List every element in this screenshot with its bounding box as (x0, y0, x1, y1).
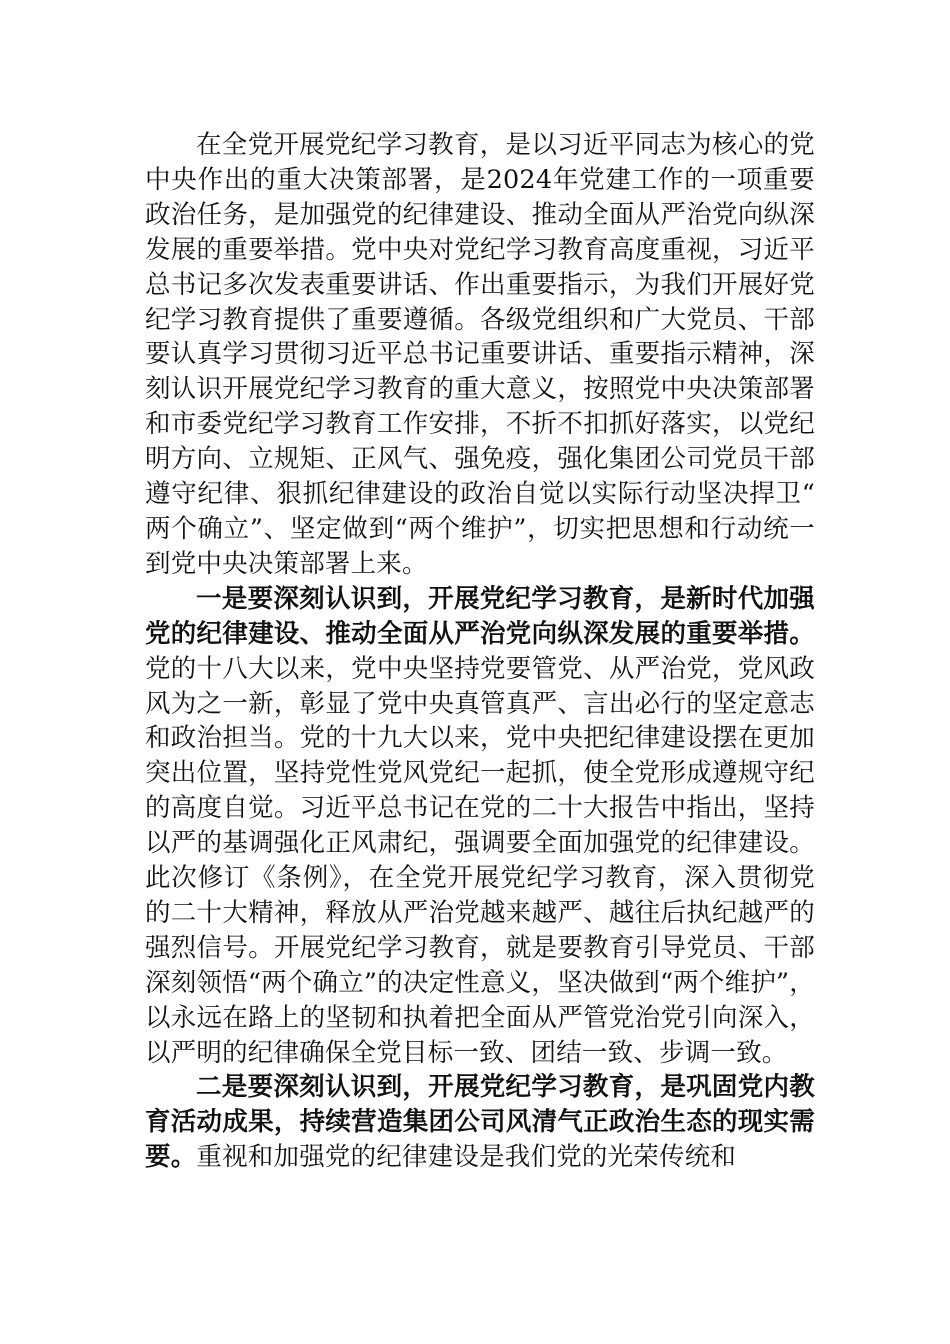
paragraph-point-one (145, 582, 815, 1071)
document-body (145, 128, 815, 1175)
paragraph-point-one-text: 党的十八大以来，党中央坚持党要管党、从严治党，党风政风为之一新，彰显了党中央真管真严、言出必行的坚定意志和政治担当。党的十九大以来，党中央把纪律建设摆在更加突出位置，坚持党性党风党纪一起抓，使全党形成遵规守纪的高度自觉。习近平总书记在党的二十大报告中指出，坚持以严的基调强化正风肃纪，强调要全面加强党的纪律建设。此次修订《条例》，在全党开展党纪学习教育，深入贯彻党的二十大精神，释放从严治党越来越严、越往后执纪越严的强烈信号。开展党纪学习教育，就是要教育引导党员、干部深刻领悟“两个确立”的决定性意义，坚决做到“两个维护”，以永远在路上的坚韧和执着把全面从严管党治党引向深入，以严明的纪律确保全党目标一致、团结一致、步调一致。 (145, 653, 815, 1068)
paragraph-point-two-heading: 二是要深刻认识到，开展党纪学习教育，是巩固党内教育活动成果，持续营造集团公司风清气正政治生态的现实需要。 (145, 1072, 815, 1173)
paragraph-intro-text: 在全党开展党纪学习教育，是以习近平同志为核心的党中央作出的重大决策部署，是2024年党建工作的一项重要政治任务，是加强党的纪律建设、推动全面从严治党向纵深发展的重要举措。党中央对党纪学习教育高度重视，习近平总书记多次发表重要讲话、作出重要指示，为我们开展好党纪学习教育提供了重要遵循。各级党组织和广大党员、干部要认真学习贯彻习近平总书记重要讲话、重要指示精神，深刻认识开展党纪学习教育的重大意义，按照党中央决策部署和市委党纪学习教育工作安排，不折不扣抓好落实，以党纪明方向、立规矩、正风气、强免疫，强化集团公司党员干部遵守纪律、狠抓纪律建设的政治自觉以实际行动坚决捍卫“两个确立”、坚定做到“两个维护”，切实把思想和行动统一到党中央决策部署上来。 (145, 130, 815, 579)
paragraph-point-two-text: 重视和加强党的纪律建设是我们党的光荣传统和 (196, 1142, 737, 1173)
paragraph-point-one-heading: 一是要深刻认识到，开展党纪学习教育，是新时代加强党的纪律建设、推动全面从严治党向纵深发展的重要举措。 (145, 583, 815, 649)
paragraph-intro (145, 128, 815, 582)
paragraph-point-two (145, 1070, 815, 1175)
